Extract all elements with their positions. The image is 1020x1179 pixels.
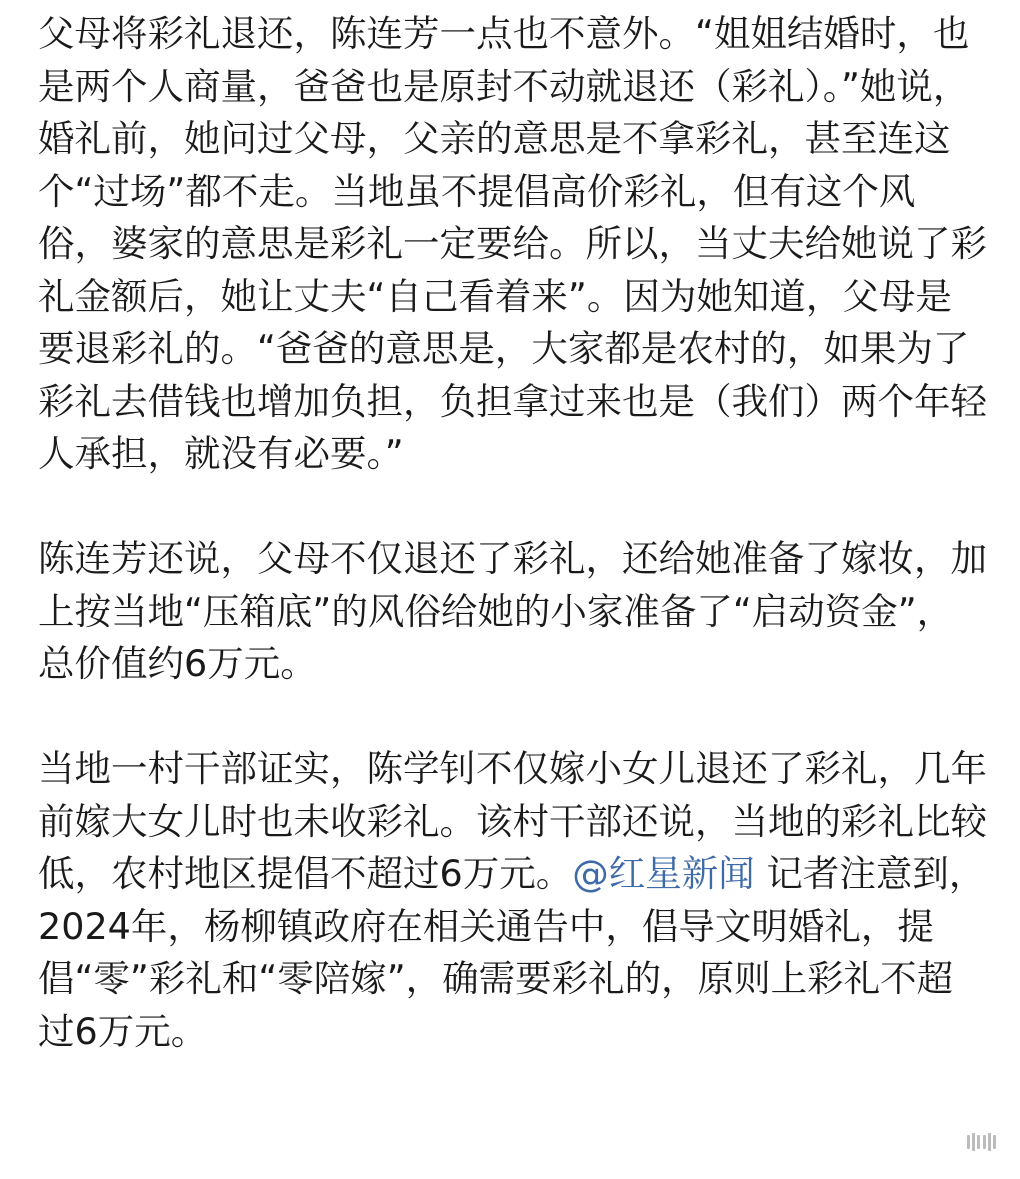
paragraph-1: 父母将彩礼退还，陈连芳一点也不意外。“姐姐结婚时，也是两个人商量，爸爸也是原封不动就退还（彩礼）。”她说，婚礼前，她问过父母，父亲的意思是不拿彩礼，甚至连这个“过场”都不走。当地虽不提倡高价彩礼，但有这个风俗，婆家的意思是彩礼一定要给。所以，当丈夫给她说了彩礼金额后，她让丈夫“自己看着来”。因为她知道，父母是要退彩礼的。“爸爸的意思是，大家都是农村的，如果为了彩礼去借钱也增加负担，负担拿过来也是（我们）两个年轻人承担，就没有必要。” — [38, 12, 987, 475]
article-body — [38, 8, 988, 1058]
paragraph-3-text-before: 当地一村干部证实，陈学钊不仅嫁小女儿退还了彩礼，几年前嫁大女儿时也未收彩礼。该村干部还说，当地的彩礼比较低，农村地区提倡不超过6万元。 — [38, 747, 987, 895]
watermark-glyph-icon — [966, 1131, 998, 1153]
paragraph-2: 陈连芳还说，父母不仅退还了彩礼，还给她准备了嫁妆，加上按当地“压箱底”的风俗给她的小家准备了“启动资金”，总价值约6万元。 — [38, 537, 987, 685]
mention-link-hongxing-news[interactable]: @红星新闻 — [572, 852, 755, 895]
paragraph-3 — [38, 743, 988, 1058]
weibo-watermark-icon — [966, 1131, 998, 1153]
paragraph-3-text-after: 记者注意到，2024年，杨柳镇政府在相关通告中，倡导文明婚礼，提倡“零”彩礼和“零陪嫁”，确需要彩礼的，原则上彩礼不超过6万元。 — [38, 852, 986, 1053]
